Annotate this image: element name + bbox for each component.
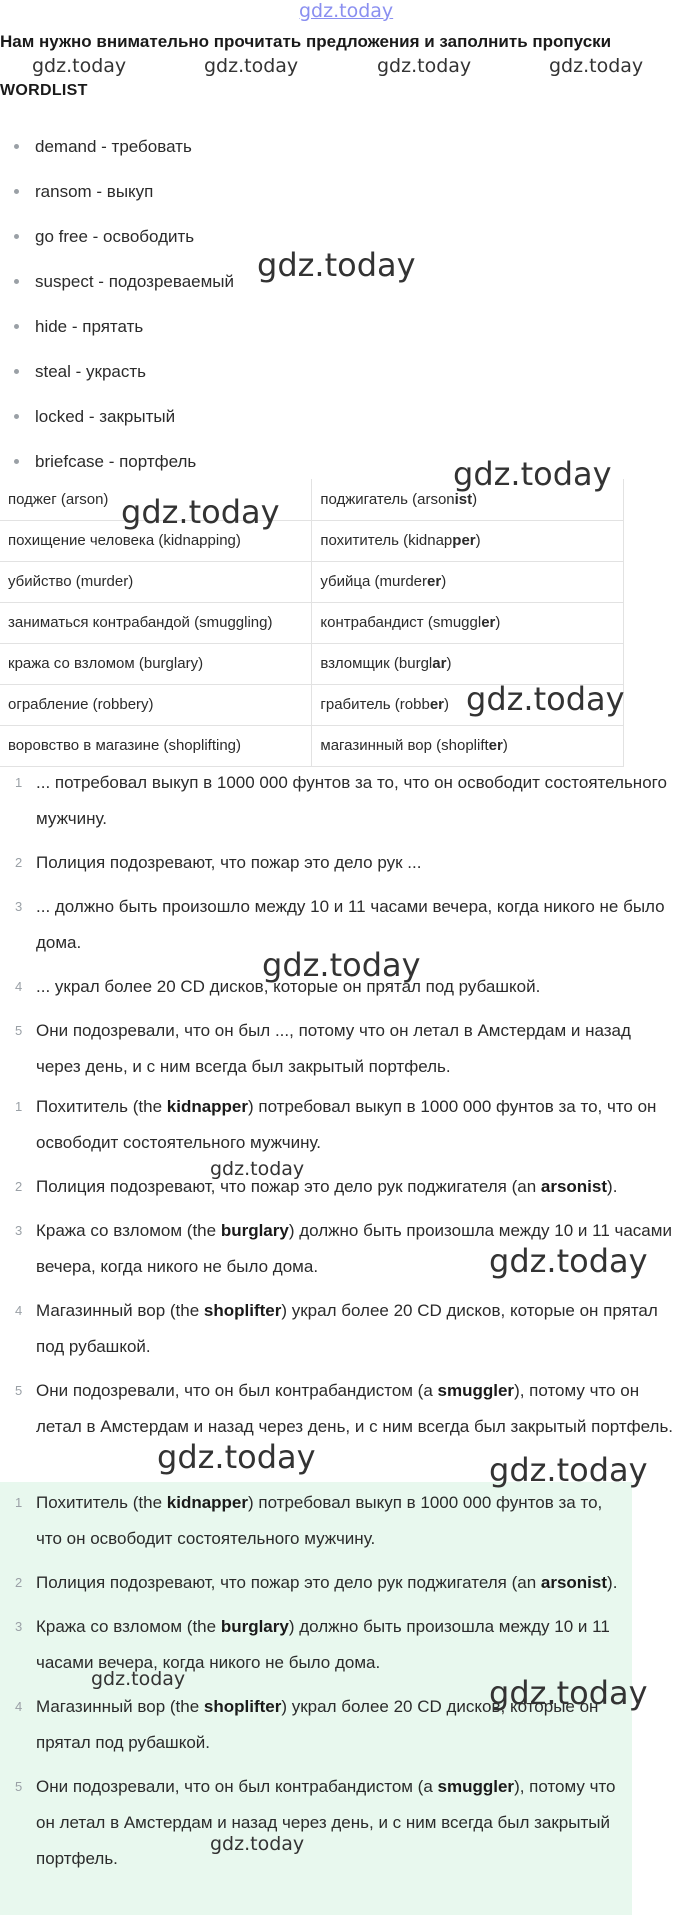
crime-cell: кража со взломом (burglary) (0, 643, 312, 684)
crime-cell: ограбление (robbery) (0, 684, 312, 725)
answer-list (0, 1089, 680, 1445)
table-row (0, 643, 624, 684)
table-row (0, 602, 624, 643)
wordlist-item-text: locked - закрытый (35, 407, 176, 426)
criminal-cell: магазинный вор (shoplifter) (312, 725, 624, 766)
task-item (0, 765, 680, 837)
item-number: 2 (15, 1179, 23, 1194)
watermark: gdz.today (453, 455, 612, 493)
watermark: gdz.today (32, 55, 127, 77)
item-number: 3 (15, 1619, 23, 1634)
table-row (0, 520, 624, 561)
table-row (0, 479, 624, 520)
item-number: 1 (15, 775, 23, 790)
wordlist-item-text: briefcase - портфель (35, 452, 197, 471)
item-number: 2 (15, 1575, 23, 1590)
answer-item: 1 Похититель (the kidnapper) потребовал выкуп в 1000 000 фунтов за то, что он освободит состоятельного мужчину. (0, 1485, 632, 1557)
wordlist-item-text: hide - прятать (35, 317, 144, 336)
answer-item: 5 Они подозревали, что он был контрабандистом (a smuggler), потому что он летал в Амстердам и назад через день, и с ним всегда был закрытый портфель. (0, 1769, 632, 1877)
bullet-icon (14, 279, 19, 284)
bullet-icon (14, 189, 19, 194)
watermark: gdz.today (121, 493, 280, 531)
item-number: 3 (15, 899, 23, 914)
answer-item: 3 Кража со взломом (the burglary) должно быть произошла между 10 и 11 часами вечера, когда никого не было дома. (0, 1213, 680, 1285)
wordlist-item (0, 214, 640, 259)
watermark: gdz.today (489, 1242, 648, 1280)
answer-word: shoplifter (203, 1697, 282, 1716)
answer-word: smuggler (437, 1777, 515, 1796)
item-number: 3 (15, 1223, 23, 1238)
answer-word: shoplifter (203, 1301, 282, 1320)
watermark: gdz.today (377, 55, 472, 77)
answer-item: 1 Похититель (the kidnapper) потребовал выкуп в 1000 000 фунтов за то, что он освободит состоятельного мужчину. (0, 1089, 680, 1161)
item-number: 1 (15, 1099, 23, 1114)
answer-item: 2 Полиция подозревают, что пожар это дело рук поджигателя (an arsonist). (0, 1565, 632, 1601)
item-number: 4 (15, 1303, 23, 1318)
answer-word: arsonist (540, 1177, 608, 1196)
task-sentence: Полиция подозревают, что пожар это дело рук ... (36, 853, 422, 872)
task-sentence: ... должно быть произошло между 10 и 11 часами вечера, когда никого не было дома. (36, 897, 665, 952)
answer-word: kidnapper (166, 1097, 249, 1116)
wordlist-item-text: go free - освободить (35, 227, 195, 246)
table-row (0, 725, 624, 766)
answer-item: 5 Они подозревали, что он был контрабандистом (a smuggler), потому что он летал в Амстердам и назад через день, и с ним всегда был закрытый портфель. (0, 1373, 680, 1445)
task-item (0, 1013, 680, 1085)
wordlist-item (0, 259, 640, 304)
item-number: 5 (15, 1383, 23, 1398)
watermark: gdz.today (210, 1158, 305, 1180)
watermark: gdz.today (549, 55, 644, 77)
wordlist-item (0, 349, 640, 394)
wordlist-item-text: steal - украсть (35, 362, 147, 381)
item-number: 4 (15, 979, 23, 994)
criminal-cell: взломщик (burglar) (312, 643, 624, 684)
table-row (0, 684, 624, 725)
crime-cell: поджег (arson) (0, 479, 312, 520)
answer-item: 2 Полиция подозревают, что пожар это дело рук поджигателя (an arsonist). (0, 1169, 680, 1205)
criminal-cell: похититель (kidnapper) (312, 520, 624, 561)
watermark: gdz.today (210, 1833, 305, 1855)
task-sentence: Они подозревали, что он был ..., потому что он летал в Амстердам и назад через день, и с ним всегда был закрытый портфель. (36, 1021, 631, 1076)
answer-word: smuggler (437, 1381, 515, 1400)
wordlist-item (0, 124, 640, 169)
answer-word: arsonist (540, 1573, 608, 1592)
criminal-cell: контрабандист (smuggler) (312, 602, 624, 643)
task-sentence: ... потребовал выкуп в 1000 000 фунтов за то, что он освободит состоятельного мужчину. (36, 773, 667, 828)
watermark: gdz.today (489, 1451, 648, 1489)
watermark: gdz.today (466, 680, 625, 718)
wordlist-item (0, 304, 640, 349)
item-number: 1 (15, 1495, 23, 1510)
wordlist-item-text: suspect - подозреваемый (35, 272, 235, 291)
answer-word: burglary (220, 1221, 289, 1240)
answer-word: burglary (220, 1617, 289, 1636)
crime-cell: воровство в магазине (shoplifting) (0, 725, 312, 766)
wordlist-item-text: ransom - выкуп (35, 182, 154, 201)
answer-word: kidnapper (166, 1493, 249, 1512)
watermark: gdz.today (257, 246, 416, 284)
wordlist-title: WORDLIST (0, 82, 88, 99)
bullet-icon (14, 414, 19, 419)
bullet-icon (14, 234, 19, 239)
task-item (0, 969, 680, 1005)
item-number: 2 (15, 855, 23, 870)
answer-item: 3 Кража со взломом (the burglary) должно быть произошла между 10 и 11 часами вечера, когда никого не было дома. (0, 1609, 632, 1681)
bullet-icon (14, 144, 19, 149)
wordlist-item-text: demand - требовать (35, 137, 192, 156)
crimes-table (0, 479, 624, 767)
crime-cell: похищение человека (kidnapping) (0, 520, 312, 561)
watermark: gdz.today (489, 1674, 648, 1712)
task-sentence: ... украл более 20 CD дисков, которые он прятал под рубашкой. (36, 977, 541, 996)
page-heading: Нам нужно внимательно прочитать предложения и заполнить пропуски (0, 32, 612, 51)
watermark: gdz.today (157, 1438, 316, 1476)
bullet-icon (14, 459, 19, 464)
item-number: 5 (15, 1779, 23, 1794)
criminal-cell: грабитель (robber) (312, 684, 624, 725)
task-item (0, 845, 680, 881)
criminal-cell: поджигатель (arsonist) (312, 479, 624, 520)
answer-item: 4 Магазинный вор (the shoplifter) украл более 20 CD дисков, которые он прятал под рубашкой. (0, 1293, 680, 1365)
watermark: gdz.today (262, 946, 421, 984)
crime-cell: заниматься контрабандой (smuggling) (0, 602, 312, 643)
crime-cell: убийство (murder) (0, 561, 312, 602)
watermark: gdz.today (91, 1668, 186, 1690)
task-list (0, 765, 680, 1085)
task-item (0, 889, 680, 961)
wordlist (0, 124, 640, 484)
watermark: gdz.today (204, 55, 299, 77)
bullet-icon (14, 324, 19, 329)
wordlist-item (0, 394, 640, 439)
item-number: 5 (15, 1023, 23, 1038)
watermark-top: gdz.today (299, 0, 394, 22)
table-row (0, 561, 624, 602)
criminal-cell: убийца (murderer) (312, 561, 624, 602)
highlighted-answer-list (0, 1485, 632, 1877)
wordlist-item (0, 439, 640, 484)
item-number: 4 (15, 1699, 23, 1714)
bullet-icon (14, 369, 19, 374)
answer-item: 4 Магазинный вор (the shoplifter) украл более 20 CD дисков, которые он прятал под рубашкой. (0, 1689, 632, 1761)
wordlist-item (0, 169, 640, 214)
